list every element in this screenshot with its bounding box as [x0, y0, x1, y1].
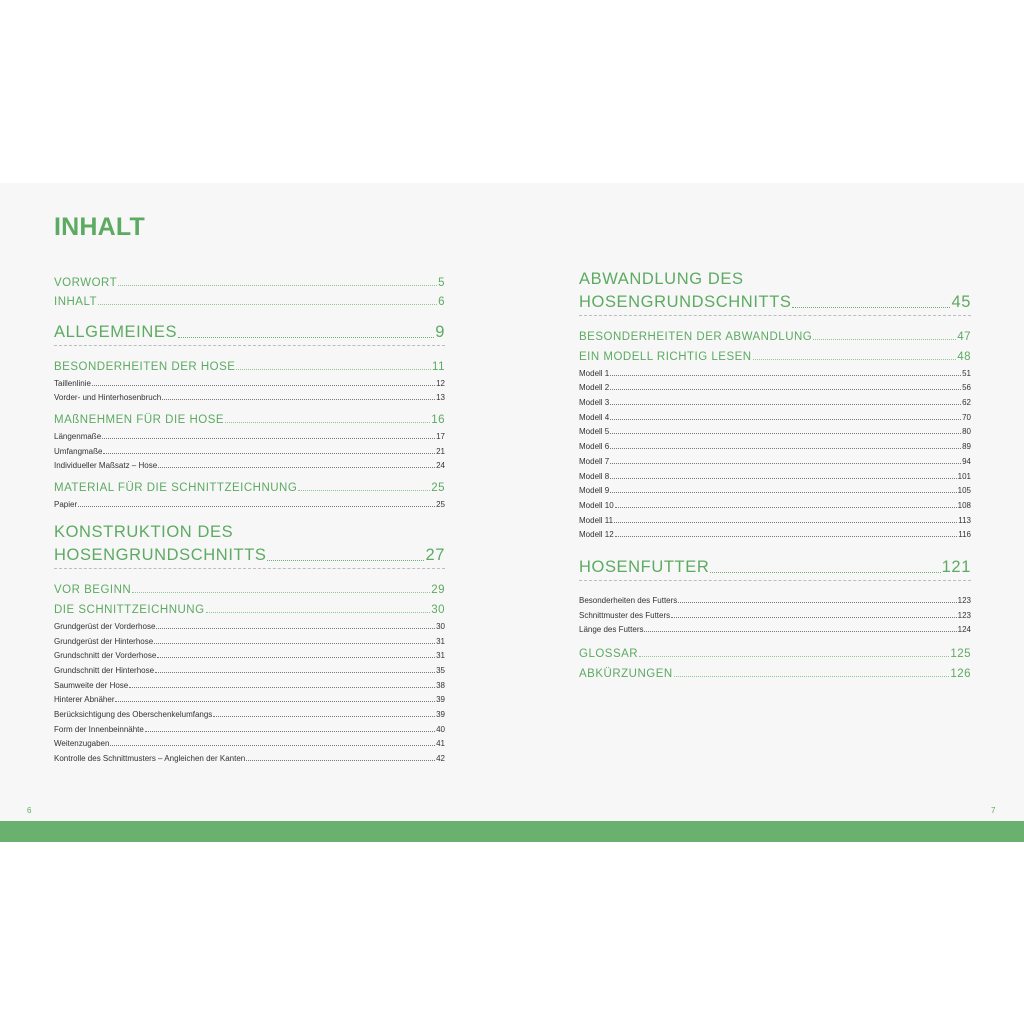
toc-item-page: 62 — [962, 398, 971, 408]
dot-leader — [206, 612, 431, 613]
dot-leader — [236, 369, 431, 370]
toc-item[interactable] — [54, 441, 445, 456]
dot-leader — [298, 490, 430, 491]
toc-item[interactable] — [54, 373, 445, 388]
toc-item-label: Längenmaße — [54, 432, 102, 442]
dot-leader — [267, 560, 424, 561]
toc-item-label: Form der Innenbeinnähte — [54, 724, 144, 734]
dot-leader — [610, 419, 961, 420]
toc-section-abwandlung[interactable]: HOSENGRUNDSCHNITTS 45 — [579, 293, 971, 311]
toc-item-page: 56 — [962, 383, 971, 393]
toc-section-allgemeines[interactable]: ALLGEMEINES 9 — [54, 323, 445, 341]
toc-item[interactable] — [54, 456, 445, 471]
toc-item[interactable] — [579, 422, 971, 437]
toc-item[interactable] — [54, 660, 445, 675]
toc-item-label: Papier — [54, 500, 78, 510]
toc-item-label: Grundgerüst der Hinterhose — [54, 636, 154, 646]
toc-item-label: Modell 11 — [579, 515, 614, 525]
toc-item[interactable] — [579, 495, 971, 510]
dot-leader — [158, 467, 435, 468]
toc-item-label: Besonderheiten des Futters — [579, 595, 678, 605]
toc-item[interactable] — [54, 748, 445, 763]
dot-leader — [102, 438, 435, 439]
toc-item-page: 89 — [962, 442, 971, 452]
toc-entry-inhalt[interactable]: INHALT 6 — [54, 296, 445, 308]
dot-leader — [103, 453, 435, 454]
toc-item[interactable] — [579, 525, 971, 540]
toc-entry-schnittzeichnung[interactable]: DIE SCHNITTZEICHNUNG 30 — [54, 604, 445, 617]
dot-leader — [678, 602, 956, 603]
toc-item-label: Berücksichtigung des Oberschenkelumfangs — [54, 709, 213, 719]
toc-item-label: Modell 7 — [579, 456, 610, 466]
toc-right-column — [579, 270, 971, 680]
green-footer-bar — [0, 821, 1024, 842]
toc-entry-vorwort[interactable]: VORWORT 5 — [54, 277, 445, 289]
toc-item[interactable] — [54, 719, 445, 734]
toc-item-page: 31 — [436, 651, 445, 661]
toc-item-page: 17 — [436, 432, 445, 442]
toc-item[interactable] — [579, 620, 971, 635]
toc-item-label: Modell 5 — [579, 427, 610, 437]
toc-item-label: Grundschnitt der Hinterhose — [54, 665, 155, 675]
dot-leader — [671, 617, 956, 618]
dot-leader — [155, 672, 435, 673]
section-divider — [54, 568, 445, 574]
dot-leader — [115, 701, 435, 702]
toc-entry-material[interactable]: MATERIAL FÜR DIE SCHNITTZEICHNUNG 25 — [54, 482, 445, 495]
section-divider — [579, 580, 971, 586]
toc-entry-glossar[interactable]: GLOSSAR 125 — [579, 648, 971, 661]
toc-item[interactable] — [54, 388, 445, 403]
toc-item[interactable] — [54, 704, 445, 719]
toc-item[interactable] — [54, 734, 445, 749]
toc-item-label: Modell 10 — [579, 500, 614, 510]
toc-item[interactable] — [579, 481, 971, 496]
dot-leader — [674, 676, 950, 677]
toc-item-page: 116 — [958, 530, 971, 540]
dot-leader — [98, 304, 437, 305]
toc-item-page: 94 — [962, 456, 971, 466]
toc-item-page: 39 — [436, 709, 445, 719]
toc-item-label: Individueller Maßsatz – Hose — [54, 461, 158, 471]
toc-section-abwandlung-line1[interactable]: ABWANDLUNG DES — [579, 270, 744, 288]
toc-item-label: Grundschnitt der Vorderhose — [54, 651, 157, 661]
toc-item-page: 123 — [957, 610, 971, 620]
toc-item-label: Kontrolle des Schnittmusters – Angleichen der Kanten — [54, 754, 246, 763]
toc-item-page: 124 — [957, 625, 971, 635]
toc-item-label: Modell 6 — [579, 442, 610, 452]
dot-leader — [615, 536, 958, 537]
toc-item-label: Modell 8 — [579, 471, 610, 481]
toc-item-label: Schnittmuster des Futters — [579, 610, 671, 620]
dot-leader — [615, 507, 957, 508]
dot-leader — [710, 572, 940, 573]
toc-item[interactable] — [579, 466, 971, 481]
dot-leader — [246, 760, 435, 761]
toc-item[interactable] — [579, 451, 971, 466]
toc-item[interactable] — [54, 675, 445, 690]
dot-leader — [639, 656, 949, 657]
dot-leader — [92, 385, 435, 386]
toc-item-page: 80 — [962, 427, 971, 437]
toc-item-page: 24 — [436, 461, 445, 471]
toc-item-label: Modell 3 — [579, 398, 610, 408]
toc-entry-besonderheiten-abwandlung[interactable]: BESONDERHEITEN DER ABWANDLUNG 47 — [579, 331, 971, 343]
dot-leader — [157, 657, 435, 658]
toc-item[interactable] — [579, 407, 971, 422]
toc-item-label: Weitenzugaben — [54, 739, 110, 749]
dot-leader — [614, 522, 957, 523]
dot-leader — [813, 339, 956, 340]
dot-leader — [78, 506, 435, 507]
dot-leader — [610, 375, 961, 376]
toc-item[interactable] — [579, 605, 971, 620]
toc-section-konstruktion-line1[interactable]: KONSTRUKTION DES — [54, 523, 234, 542]
dot-leader — [610, 404, 961, 405]
toc-item-page: 42 — [436, 754, 445, 763]
toc-entry-abkuerzungen[interactable]: ABKÜRZUNGEN 126 — [579, 668, 971, 681]
toc-section-konstruktion[interactable]: HOSENGRUNDSCHNITTS 27 — [54, 546, 445, 565]
dot-leader — [213, 716, 435, 717]
toc-item[interactable] — [579, 510, 971, 525]
toc-item[interactable] — [54, 616, 445, 631]
toc-item[interactable] — [54, 494, 445, 509]
dot-leader — [610, 492, 956, 493]
toc-left-column — [54, 270, 445, 763]
dot-leader — [792, 307, 950, 308]
toc-item-label: Modell 9 — [579, 486, 610, 496]
toc-item[interactable] — [579, 363, 971, 378]
dot-leader — [610, 448, 961, 449]
dot-leader — [145, 731, 435, 732]
toc-item-page: 31 — [436, 636, 445, 646]
toc-item[interactable] — [579, 436, 971, 451]
toc-item-page: 105 — [957, 486, 971, 496]
toc-item-label: Modell 1 — [579, 368, 610, 378]
toc-item-page: 108 — [957, 500, 971, 510]
dot-leader — [178, 337, 434, 338]
toc-item[interactable] — [54, 646, 445, 661]
toc-item-label: Vorder- und Hinterhosenbruch — [54, 393, 162, 403]
dot-leader — [610, 433, 961, 434]
toc-item-label: Taillenlinie — [54, 378, 91, 388]
toc-item-page: 113 — [958, 515, 971, 525]
dot-leader — [644, 631, 956, 632]
toc-item-page: 38 — [436, 680, 445, 690]
toc-item-page: 51 — [962, 368, 971, 378]
toc-item[interactable] — [54, 426, 445, 441]
toc-item[interactable] — [54, 690, 445, 705]
toc-entry-modell-lesen[interactable]: EIN MODELL RICHTIG LESEN 48 — [579, 351, 971, 363]
toc-entry-massnehmen[interactable]: MAßNEHMEN FÜR DIE HOSE 16 — [54, 414, 445, 427]
toc-item-label: Hinterer Abnäher — [54, 695, 115, 705]
toc-item-page: 101 — [957, 471, 971, 481]
page-number-right: 7 — [991, 806, 996, 815]
dot-leader — [154, 643, 435, 644]
toc-item[interactable] — [54, 631, 445, 646]
toc-item[interactable] — [579, 378, 971, 393]
toc-item[interactable] — [579, 392, 971, 407]
toc-item-page: 13 — [436, 393, 445, 403]
toc-item-label: Modell 2 — [579, 383, 610, 393]
toc-item[interactable] — [579, 590, 971, 605]
page-title: INHALT — [54, 213, 145, 241]
toc-item-page: 35 — [436, 665, 445, 675]
toc-section-hosenfutter[interactable]: HOSENFUTTER 121 — [579, 558, 971, 577]
dot-leader — [118, 285, 437, 286]
toc-item-page: 39 — [436, 695, 445, 705]
section-divider — [579, 315, 971, 321]
dot-leader — [610, 463, 961, 464]
dot-leader — [110, 745, 435, 746]
toc-item-page: 70 — [962, 412, 971, 422]
toc-entry-besonderheiten-der-hose[interactable]: BESONDERHEITEN DER HOSE 11 — [54, 361, 445, 373]
dot-leader — [610, 389, 961, 390]
toc-item-label: Länge des Futters — [579, 625, 644, 635]
toc-item-label: Modell 12 — [579, 530, 614, 540]
dot-leader — [132, 592, 430, 593]
page-number-left: 6 — [27, 806, 32, 815]
section-divider — [54, 345, 445, 351]
toc-item-page: 21 — [436, 446, 445, 456]
dot-leader — [156, 628, 435, 629]
toc-item-label: Grundgerüst der Vorderhose — [54, 621, 156, 631]
toc-item-label: Umfangmaße — [54, 446, 103, 456]
dot-leader — [162, 399, 435, 400]
toc-item-label: Modell 4 — [579, 412, 610, 422]
dot-leader — [225, 422, 430, 423]
dot-leader — [610, 478, 956, 479]
toc-item-page: 30 — [436, 621, 445, 631]
dot-leader — [753, 359, 957, 360]
dot-leader — [129, 687, 435, 688]
toc-item-page: 123 — [957, 595, 971, 605]
toc-item-page: 40 — [436, 724, 445, 734]
toc-entry-vor-beginn[interactable]: VOR BEGINN 29 — [54, 584, 445, 597]
toc-item-label: Saumweite der Hose — [54, 680, 129, 690]
toc-item-page: 25 — [436, 500, 445, 510]
toc-item-page: 12 — [436, 378, 445, 388]
toc-item-page: 41 — [436, 739, 445, 749]
